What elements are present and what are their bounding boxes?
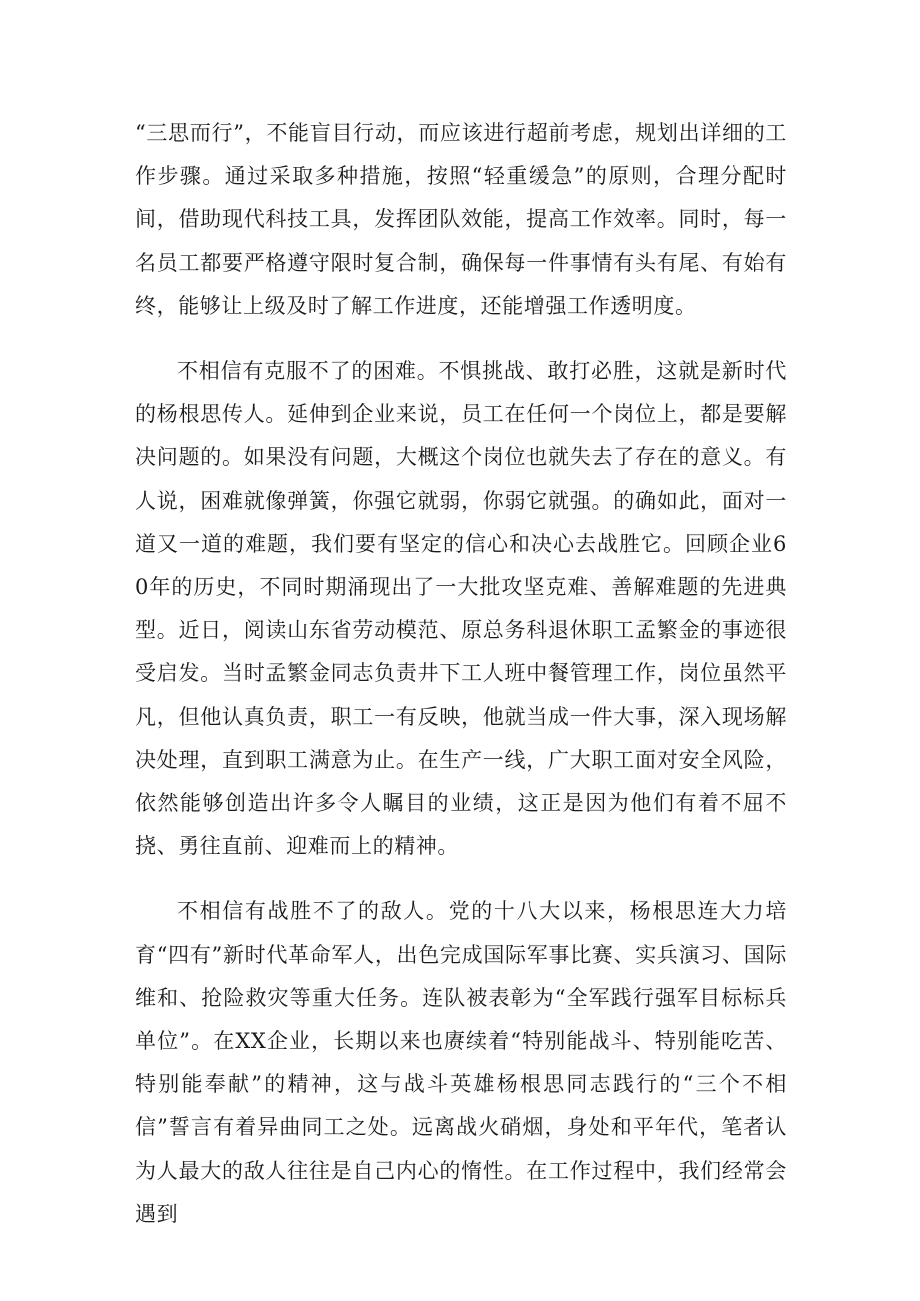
paragraph-2: 不相信有克服不了的困难。不惧挑战、敢打必胜，这就是新时代的杨根思传人。延伸到企业来说，员工在任何一个岗位上，都是要解决问题的。如果没有问题，大概这个岗位也就失去了存在的意义。有人说，困难就像弹簧，你强它就弱，你弱它就强。的确如此，面对一道又一道的难题，我们要有坚定的信心和决心去战胜它。回顾企业60年的历史，不同时期涌现出了一大批攻坚克难、善解难题的先进典型。近日，阅读山东省劳动模范、原总务科退休职工孟繁金的事迹很受启发。当时孟繁金同志负责井下工人班中餐管理工作，岗位虽然平凡，但他认真负责，职工一有反映，他就当成一件大事，深入现场解决处理，直到职工满意为止。在生产一线，广大职工面对安全风险，依然能够创造出许多令人瞩目的业绩，这正是因为他们有着不屈不挠、勇往直前、迎难而上的精神。 bbox=[135, 359, 787, 859]
document-body bbox=[135, 112, 787, 1236]
paragraph-3: 不相信有战胜不了的敌人。党的十八大以来，杨根思连大力培育“四有”新时代革命军人，出色完成国际军事比赛、实兵演习、国际维和、抢险救灾等重大任务。连队被表彰为“全军践行强军目标标兵单位”。在XX企业，长期以来也赓续着“特别能战斗、特别能吃苦、特别能奉献”的精神，这与战斗英雄杨根思同志践行的“三个不相信”誓言有着异曲同工之处。远离战火硝烟，身处和平年代，笔者认为人最大的敌人往往是自己内心的惰性。在工作过程中，我们经常会遇到 bbox=[135, 899, 787, 1226]
paragraph-1: “三思而行”，不能盲目行动，而应该进行超前考虑，规划出详细的工作步骤。通过采取多种措施，按照“轻重缓急”的原则，合理分配时间，借助现代科技工具，发挥团队效能，提高工作效率。同时，每一名员工都要严格遵守限时复合制，确保每一件事情有头有尾、有始有终，能够让上级及时了解工作进度，还能增强工作透明度。 bbox=[135, 121, 787, 318]
